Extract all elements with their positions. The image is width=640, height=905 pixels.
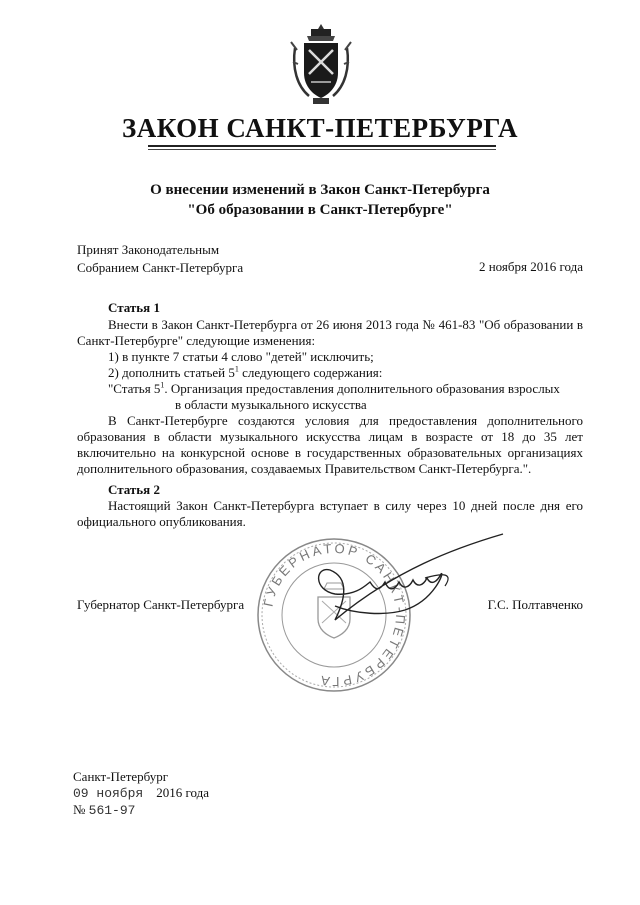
article-2-body: Настоящий Закон Санкт-Петербурга вступает в силу через 10 дней после дня его официального опубликования.	[77, 498, 583, 529]
article-1-heading: Статья 1	[108, 300, 160, 315]
article-1-quote-heading: "Статья $5^1$. Организация предоставления дополнительного образования взрослых	[108, 380, 560, 396]
footer-city: Санкт-Петербург	[73, 769, 169, 784]
title-underline	[148, 145, 496, 147]
title-underline-thin	[148, 149, 496, 150]
adopted-by: Принят Законодательным Собранием Санкт-Петербурга	[77, 242, 244, 275]
footer-number: № 561-97	[73, 802, 136, 818]
handwritten-signature-icon	[275, 530, 510, 640]
article-1-intro: Внести в Закон Санкт-Петербурга от 26 июня 2013 года № 461-83 "Об образовании в Санкт-Петербурге" следующие изменения:	[77, 317, 583, 348]
signatory-position: Губернатор Санкт-Петербурга	[77, 597, 245, 612]
footer-year: 2016 года	[156, 785, 209, 800]
footer-date	[73, 785, 209, 802]
article-2-heading: Статья 2	[108, 482, 160, 497]
article-1-body	[77, 317, 583, 477]
seal-text: ГУБЕРНАТОР САНКТ-ПЕТЕРБУРГА	[260, 540, 409, 690]
coat-of-arms-icon	[289, 22, 353, 106]
adoption-date: 2 ноября 2016 года	[478, 259, 583, 274]
footer-date-stamp: 09 ноября	[73, 786, 144, 801]
law-title: ЗАКОН САНКТ-ПЕТЕРБУРГА	[121, 113, 519, 143]
article-1-quote-heading-line2: в области музыкального искусства	[175, 397, 367, 412]
article-1-paragraph: В Санкт-Петербурге создаются условия для предоставления дополнительного образования в области музыкального искусства лицам в возрасте от 18 до 35 лет включительно на конкурсной основе в государственных образовательных организациях дополнительного образования, создаваемых Правительством Санкт-Петербурга.".	[77, 413, 583, 476]
law-subtitle: О внесении изменений в Закон Санкт-Петербурга "Об образовании в Санкт-Петербурге"	[150, 182, 490, 218]
article-1-item-2: 2) дополнить статьей $5^1$ следующего содержания:	[108, 364, 383, 380]
signatory-name: Г.С. Полтавченко	[487, 597, 583, 612]
article-1-item-1: 1) в пункте 7 статьи 4 слово "детей" исключить;	[108, 349, 374, 364]
document-footer	[73, 769, 209, 819]
